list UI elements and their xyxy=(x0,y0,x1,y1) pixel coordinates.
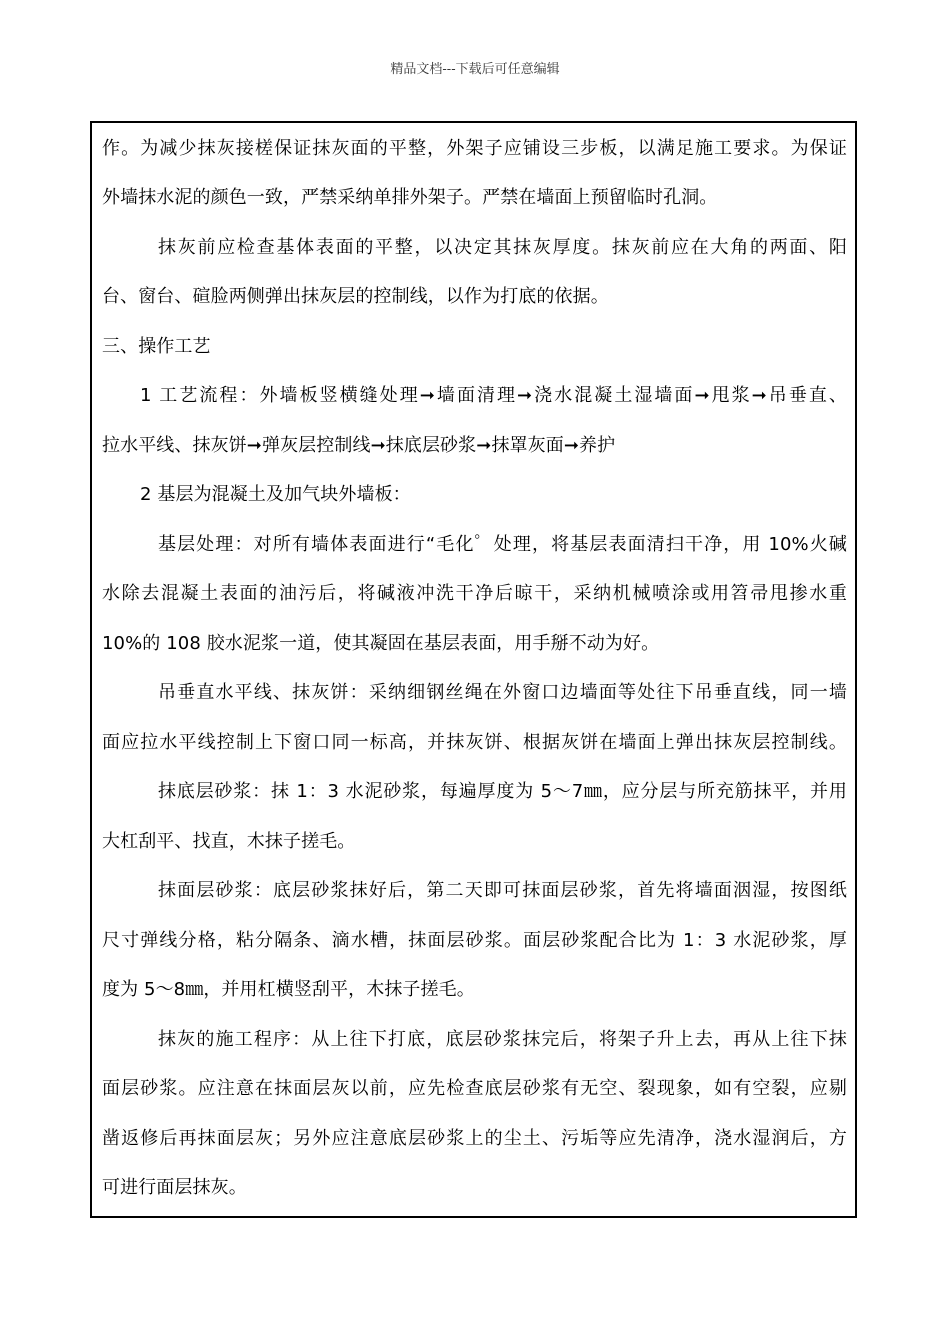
text-line: 面应拉水平线控制上下窗口同一标高，并抹灰饼、根据灰饼在墙面上弹出抹灰层控制线。 xyxy=(102,732,847,753)
text-line: 抹面层砂浆：底层砂浆抹好后，第二天即可抹面层砂浆，首先将墙面洇湿，按图纸 xyxy=(158,880,847,901)
text-line: 外墙抹水泥的颜色一致，严禁采纳单排外架子。严禁在墙面上预留临时孔洞。 xyxy=(102,187,718,208)
text-line: 10%的 108 胶水泥浆一道，使其凝固在基层表面，用手掰不动为好。 xyxy=(102,633,660,654)
text-line: 抹灰前应检查基体表面的平整，以决定其抹灰厚度。抹灰前应在大角的两面、阳 xyxy=(158,237,847,258)
text-line: 基层处理：对所有墙体表面进行“毛化゜处理，将基层表面清扫干净，用 10%火碱 xyxy=(158,534,847,555)
section-heading: 三、操作工艺 xyxy=(102,336,211,357)
text-line: 可进行面层抹灰。 xyxy=(102,1177,247,1198)
text-line: 面层砂浆。应注意在抹面层灰以前，应先检查底层砂浆有无空、裂现象，如有空裂，应剔 xyxy=(102,1078,847,1099)
text-line: 大杠刮平、找直，木抹子搓毛。 xyxy=(102,831,356,852)
text-line: 1 工艺流程：外墙板竖横缝处理➞墙面清理➞浇水混凝土湿墙面➞甩浆➞吊垂直、 xyxy=(140,385,847,406)
text-line: 台、窗台、碹脸两侧弹出抹灰层的控制线，以作为打底的依据。 xyxy=(102,286,609,307)
text-line: 尺寸弹线分格，粘分隔条、滴水槽，抹面层砂浆。面层砂浆配合比为 1：3 水泥砂浆，厚 xyxy=(102,930,847,951)
text-line: 抹底层砂浆：抹 1：3 水泥砂浆，每遍厚度为 5～7㎜，应分层与所充筋抹平，并用 xyxy=(158,781,847,802)
text-line: 度为 5～8㎜，并用杠横竖刮平，木抹子搓毛。 xyxy=(102,979,475,1000)
text-line: 2 基层为混凝土及加气块外墙板： xyxy=(140,484,411,505)
text-line: 作。为减少抹灰接槎保证抹灰面的平整，外架子应铺设三步板，以满足施工要求。为保证 xyxy=(102,138,847,159)
text-line: 吊垂直水平线、抹灰饼：采纳细钢丝绳在外窗口边墙面等处往下吊垂直线，同一墙 xyxy=(158,682,847,703)
page-header: 精品文档---下载后可任意编辑 xyxy=(390,62,560,77)
text-line: 抹灰的施工程序：从上往下打底，底层砂浆抹完后，将架子升上去，再从上往下抹 xyxy=(158,1029,847,1050)
content-box xyxy=(90,121,857,1218)
text-line: 凿返修后再抹面层灰；另外应注意底层砂浆上的尘土、污垢等应先清净，浇水湿润后，方 xyxy=(102,1128,847,1149)
text-line: 拉水平线、抹灰饼➞弹灰层控制线➞抹底层砂浆➞抹罩灰面➞养护 xyxy=(102,435,616,456)
text-line: 水除去混凝土表面的油污后，将碱液冲洗干净后晾干，采纳机械喷涂或用笤帚甩掺水重 xyxy=(102,583,847,604)
